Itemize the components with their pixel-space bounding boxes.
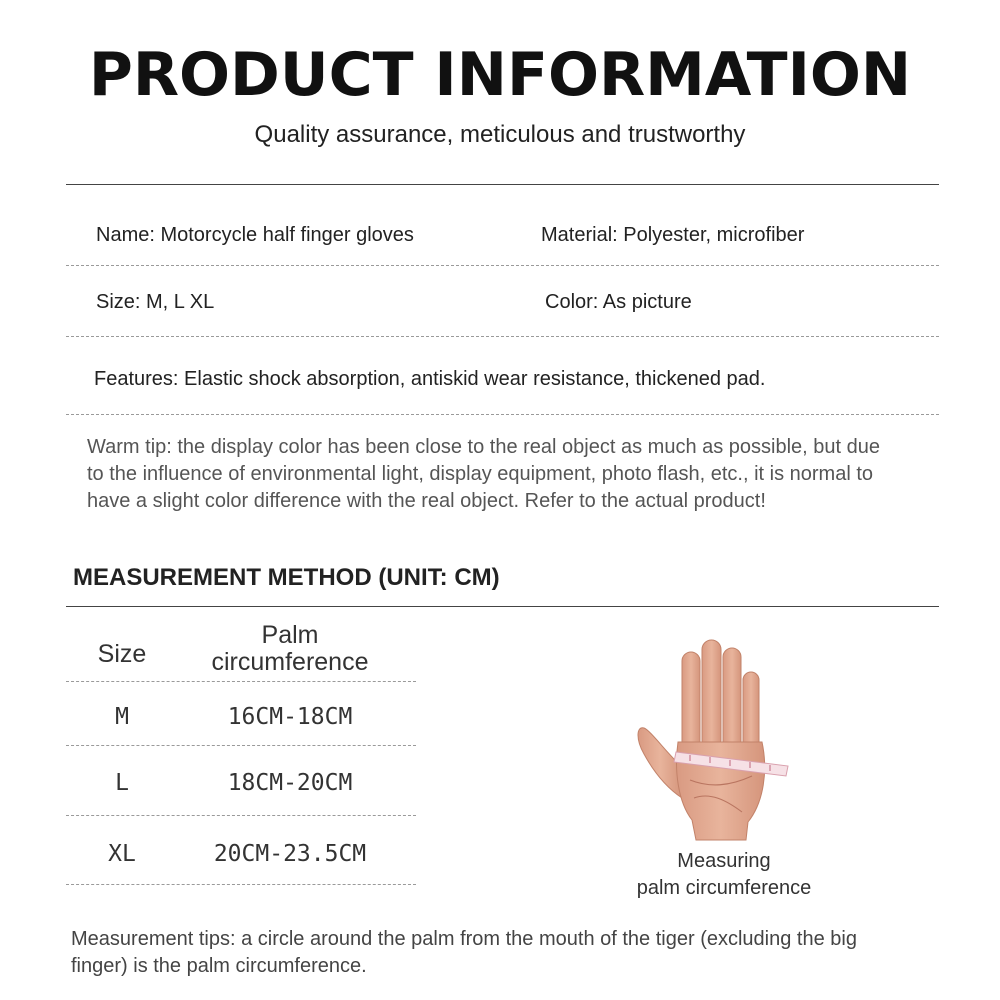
table-header-size: Size bbox=[97, 640, 147, 668]
warm-tip-line: to the influence of environmental light, display equipment, photo flash, etc., it is normal to bbox=[87, 463, 873, 485]
table-cell-palm: 20CM-23.5CM bbox=[213, 841, 367, 867]
table-divider bbox=[66, 815, 416, 816]
table-divider bbox=[66, 745, 416, 746]
measurement-tips bbox=[71, 926, 951, 980]
info-divider bbox=[66, 414, 939, 415]
hand-caption bbox=[614, 848, 834, 902]
warm-tip-line: have a slight color difference with the real object. Refer to the actual product! bbox=[87, 490, 766, 512]
table-cell-size: M bbox=[115, 704, 129, 730]
table-header-palm-line: Palm bbox=[261, 621, 319, 649]
measurement-tips-line: Measurement tips: a circle around the palm from the mouth of the tiger (excluding the big bbox=[71, 928, 857, 950]
warm-tip bbox=[87, 434, 937, 515]
table-cell-size: XL bbox=[108, 841, 136, 867]
table-cell-size: L bbox=[115, 770, 129, 796]
page-title: PRODUCT INFORMATION bbox=[88, 40, 912, 110]
info-features: Features: Elastic shock absorption, antiskid wear resistance, thickened pad. bbox=[94, 368, 766, 390]
page-subtitle: Quality assurance, meticulous and trustworthy bbox=[254, 121, 746, 148]
hand-measuring-illustration bbox=[630, 630, 810, 845]
info-divider bbox=[66, 336, 939, 337]
warm-tip-line: Warm tip: the display color has been close to the real object as much as possible, but due bbox=[87, 436, 881, 458]
info-divider bbox=[66, 265, 939, 266]
info-material: Material: Polyester, microfiber bbox=[541, 224, 805, 246]
info-name: Name: Motorcycle half finger gloves bbox=[96, 224, 414, 246]
table-divider bbox=[66, 681, 416, 682]
info-color: Color: As picture bbox=[545, 291, 692, 313]
table-header-palm-line: circumference bbox=[211, 648, 369, 676]
header-divider bbox=[66, 184, 939, 185]
table-cell-palm: 18CM-20CM bbox=[227, 770, 353, 796]
table-divider bbox=[66, 884, 416, 885]
hand-caption-line: palm circumference bbox=[636, 877, 812, 899]
hand-caption-line: Measuring bbox=[677, 850, 771, 872]
measurement-divider bbox=[66, 606, 939, 607]
table-header-palm bbox=[190, 622, 390, 676]
measurement-tips-line: finger) is the palm circumference. bbox=[71, 955, 367, 977]
measurement-title: MEASUREMENT METHOD (UNIT: CM) bbox=[73, 564, 500, 591]
table-cell-palm: 16CM-18CM bbox=[227, 704, 353, 730]
info-size: Size: M, L XL bbox=[96, 291, 215, 313]
